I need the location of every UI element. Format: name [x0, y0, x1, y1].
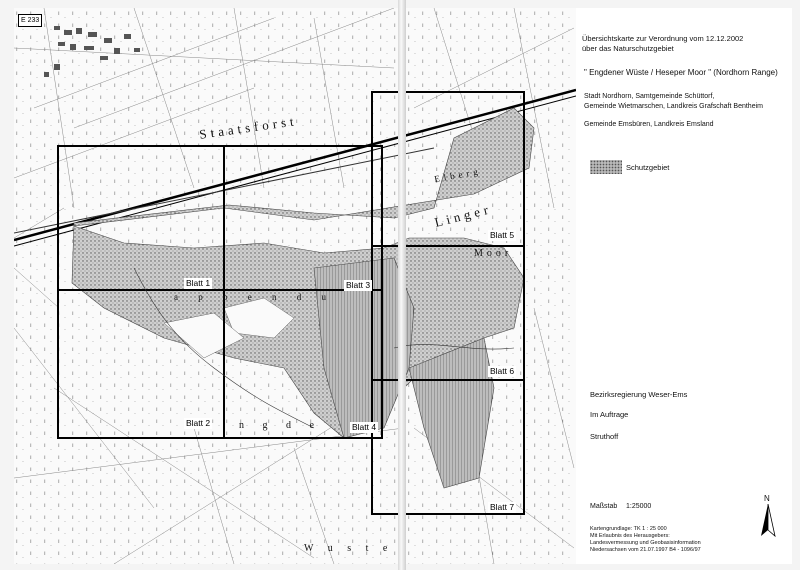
- north-label: N: [764, 494, 770, 503]
- sheet-label-blatt-3: Blatt 3: [346, 280, 371, 290]
- legend-panel: [576, 8, 792, 564]
- sheet-label-blatt-4: Blatt 4: [352, 422, 377, 432]
- sheet-label-blatt-1: Blatt 1: [186, 278, 211, 288]
- protected-area-swatch: [590, 160, 622, 174]
- legend-header-line2: über das Naturschutzgebiet: [582, 44, 674, 53]
- sheet-label-blatt-6: Blatt 6: [490, 366, 515, 376]
- authority: Bezirksregierung Weser-Ems: [590, 390, 688, 399]
- base-map-line2: Mit Erlaubnis des Herausgebers:: [590, 533, 670, 539]
- municipality-line1: Stadt Nordhorn, Samtgemeinde Schüttorf,: [584, 93, 715, 100]
- legend-header-line1: Übersichtskarte zur Verordnung vom 12.12.2002: [582, 34, 744, 43]
- base-map-line4: Niedersachsen vom 21.07.1997 B4 - 1096/97: [590, 547, 701, 553]
- on-behalf: Im Auftrage: [590, 410, 629, 419]
- place-label-linger: Linger: [432, 201, 494, 230]
- scale-value: 1:25000: [626, 503, 652, 510]
- base-map-line3: Landesvermessung und Geobasisinformation: [590, 540, 701, 546]
- place-label-moor: Moor: [474, 248, 513, 259]
- swatch-label: Schutzgebiet: [626, 163, 670, 172]
- map-area: [14, 8, 577, 564]
- municipality-emsland: Gemeinde Emsbüren, Landkreis Emsland: [584, 121, 714, 128]
- north-arrow: [758, 494, 778, 538]
- place-label-wuste: W u s t e: [304, 543, 394, 554]
- municipality-line2: Gemeinde Wietmarschen, Landkreis Grafschaft Bentheim: [584, 103, 763, 110]
- place-label-staatsforst: Staatsforst: [198, 113, 299, 142]
- reserve-name: " Engdener Wüste / Heseper Moor " (Nordhorn Range): [584, 68, 778, 77]
- page-fold: [398, 0, 406, 570]
- north-arrow-icon: [758, 504, 778, 538]
- place-label-engdener: n g d e: [239, 420, 322, 431]
- scale-label: Maßstab: [590, 503, 618, 510]
- base-map-line1: Kartengrundlage: TK 1 : 25 000: [590, 526, 667, 532]
- sheet-label-blatt-5: Blatt 5: [490, 230, 515, 240]
- place-label-appendu: a p p e n d u: [174, 292, 335, 302]
- road-label: E 233: [18, 14, 42, 27]
- topographic-map: [14, 8, 576, 564]
- sheet-label-blatt-2: Blatt 2: [186, 418, 211, 428]
- sheet-label-blatt-7: Blatt 7: [490, 502, 515, 512]
- signatory: Struthoff: [590, 432, 619, 441]
- place-label-elberg: Elberg: [433, 165, 483, 185]
